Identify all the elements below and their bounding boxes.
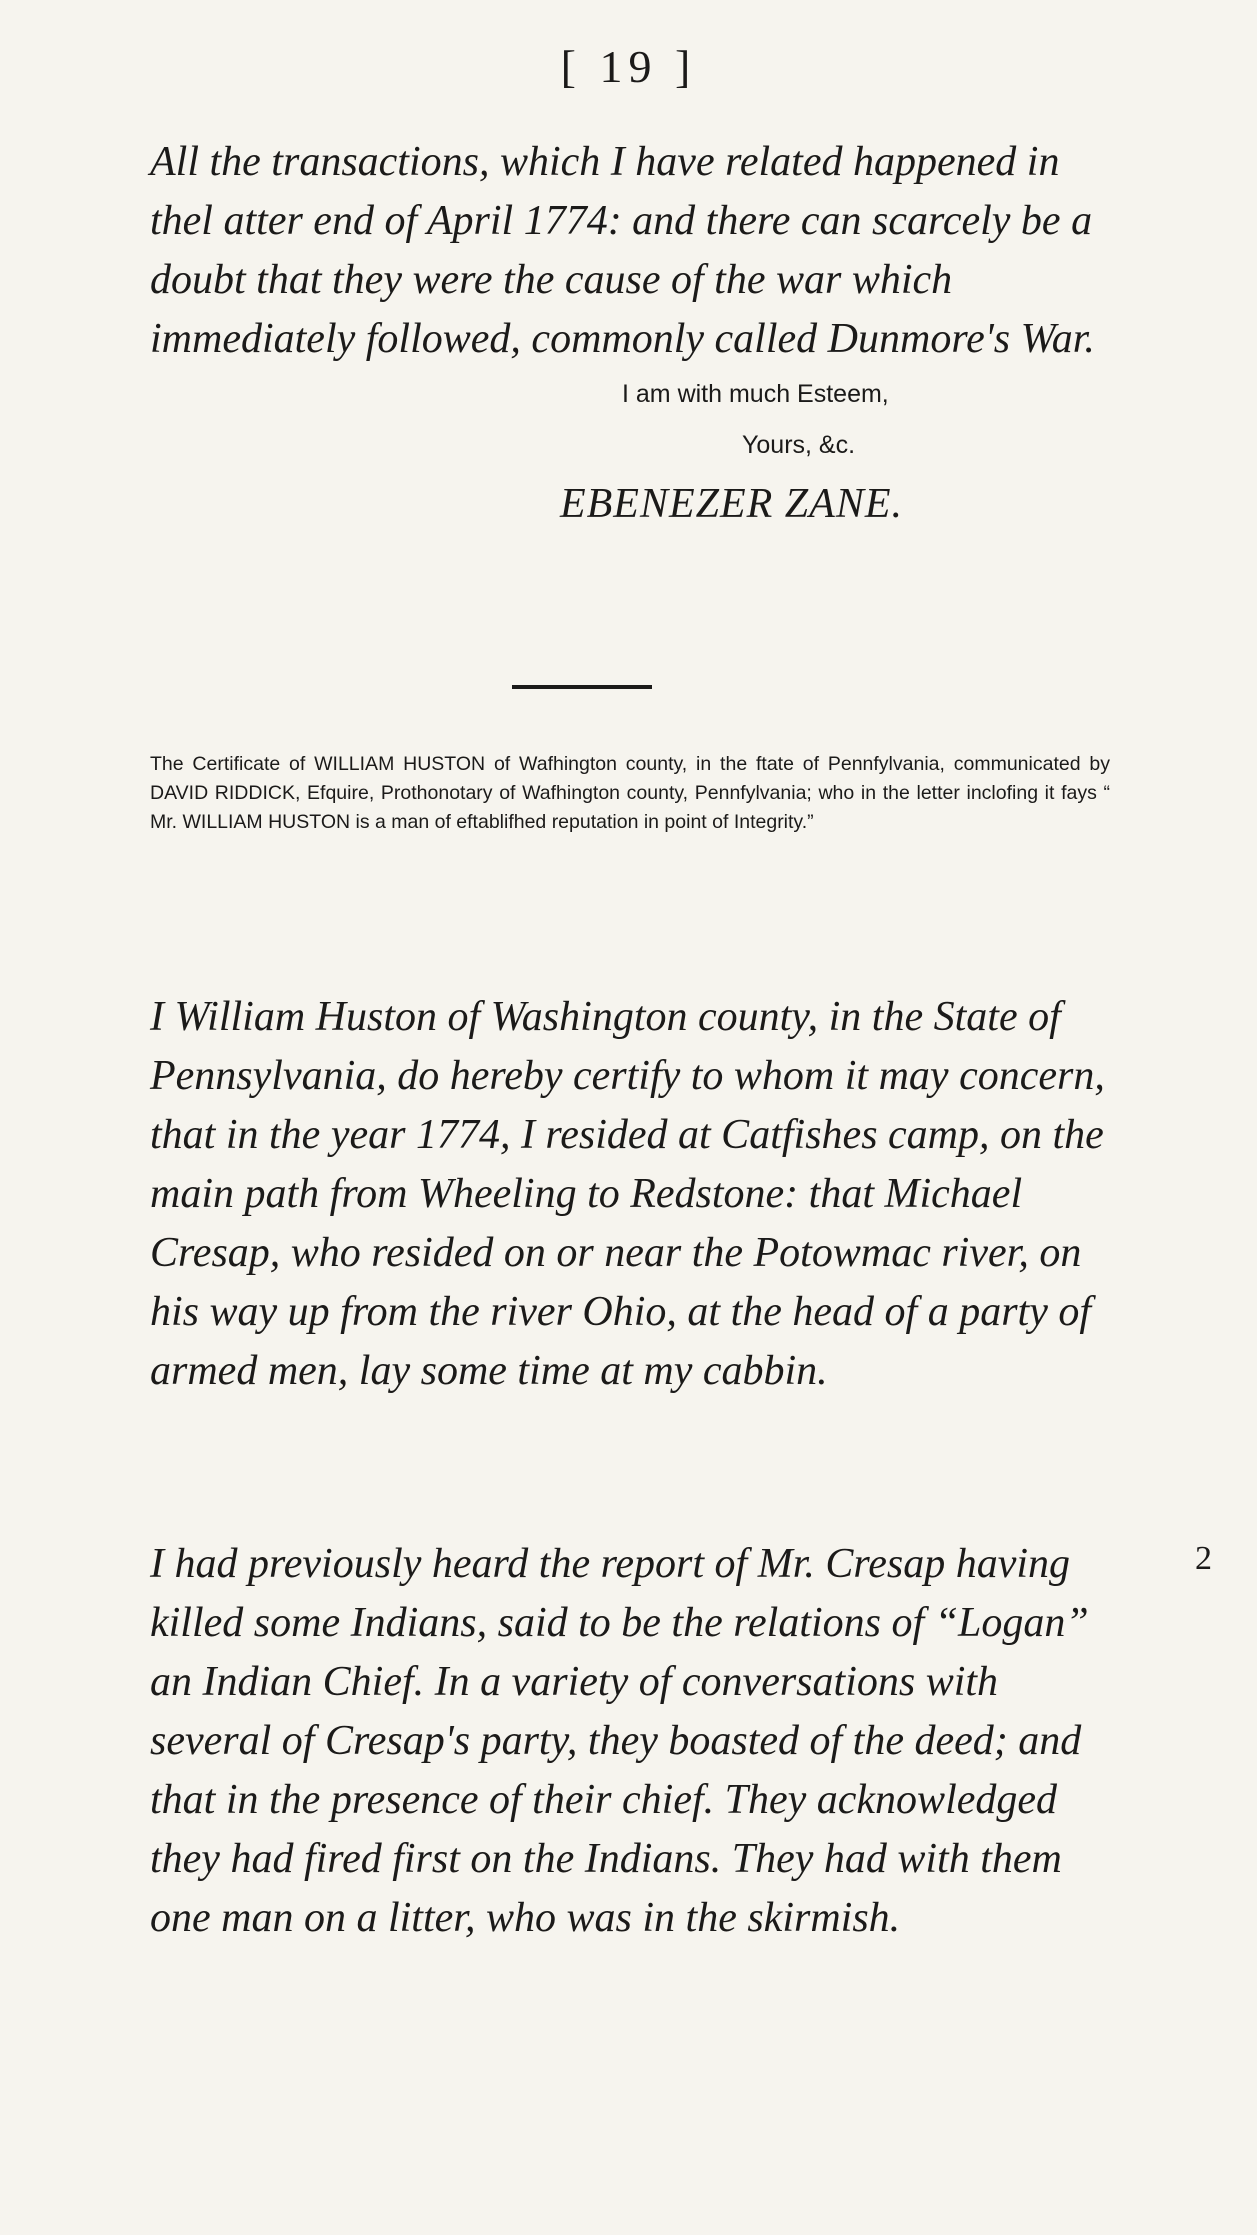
page-number: [ 19 ]: [560, 41, 697, 92]
huston-certificate-paragraph: I William Huston of Washington county, in the State of Pennsylvania, do hereby certify to whom it may concern, that in the year 1774, I resided at Catfishes camp, on the main path from Wheeling to Redstone: that Michael Cresap, who resided on or near the Potowmac river, on his way up from the river Ohio, at the head of a party of armed men, lay some time at my cabbin.: [150, 994, 1105, 1394]
signature: EBENEZER ZANE.: [560, 481, 903, 527]
section-divider: [512, 685, 652, 689]
zane-letter-paragraph: All the transactions, which I have related happened in thel atter end of April 1774: and there can scarcely be a doubt that they were the cause of the war which immediately followed, commonly called Dunmore's War.: [150, 139, 1095, 362]
certificate-intro: The Certificate of WILLIAM HUSTON of Wafhington county, in the ftate of Pennfylvania, communicated by DAVID RIDDICK, Efquire, Prothonotary of Wafhington county, Pennfylvania; who in the letter inclofing it fays “ Mr. WILLIAM HUSTON is a man of eftablifhed reputation in point of Integrity.”: [150, 753, 1110, 833]
margin-note-number: 2: [1195, 1540, 1212, 1577]
closing-line: I am with much Esteem,: [622, 380, 889, 408]
huston-testimony-paragraph: I had previously heard the report of Mr. Cresap having killed some Indians, said to be the relations of “Logan” an Indian Chief. In a variety of conversations with several of Cresap's party, they boasted of the deed; and that in the presence of their chief. They acknowledged they had fired first on the Indians. They had with them one man on a litter, who was in the skirmish.: [150, 1541, 1089, 1941]
closing-salutation: Yours, &c.: [742, 431, 856, 459]
